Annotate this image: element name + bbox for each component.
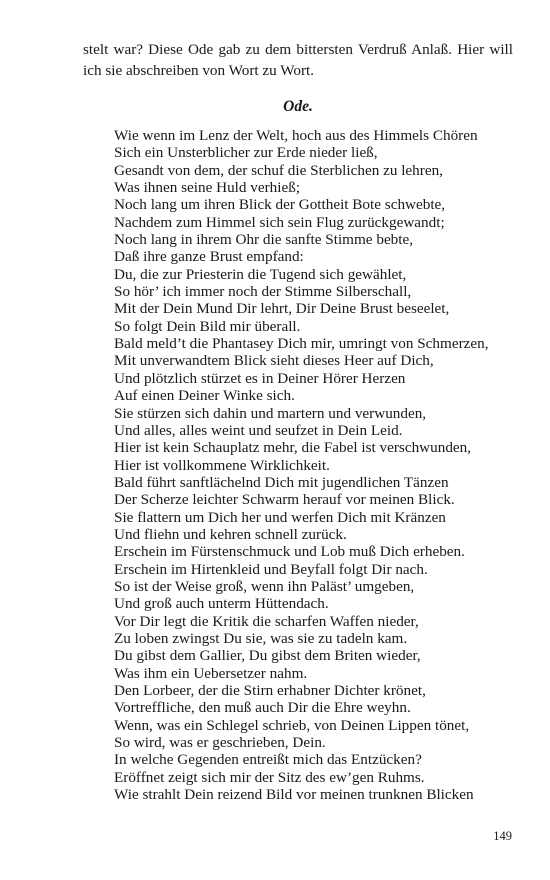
poem-line: Der Scherze leichter Schwarm herauf vor meinen Blick. — [114, 491, 455, 509]
poem-title: Ode. — [283, 98, 313, 115]
poem-line: Sich ein Unsterblicher zur Erde nieder ließ, — [114, 144, 378, 162]
poem-line: Zu loben zwingst Du sie, was sie zu tadeln kam. — [114, 629, 408, 647]
poem-line: Wie strahlt Dein reizend Bild vor meinen trunknen Blicken — [114, 786, 474, 804]
poem-line: Was ihnen seine Huld verhieß; — [114, 179, 301, 197]
poem-line: Gesandt von dem, der schuf die Sterblichen zu lehren, — [114, 161, 443, 179]
poem-line: Erschein im Fürstenschmuck und Lob muß Dich erheben. — [114, 543, 465, 561]
poem-line: So ist der Weise groß, wenn ihn Paläst’ umgeben, — [114, 577, 415, 595]
intro-line: ich sie abschreiben von Wort zu Wort. — [83, 61, 315, 79]
poem-line: Den Lorbeer, der die Stirn erhabner Dichter krönet, — [114, 682, 426, 699]
poem-line: Wenn, was ein Schlegel schrieb, von Deinen Lippen tönet, — [114, 716, 470, 734]
poem-line: Und fliehn und kehren schnell zurück. — [114, 525, 347, 543]
poem-line: Sie flattern um Dich her und werfen Dich mit Kränzen — [114, 508, 446, 526]
poem-line: Daß ihre ganze Brust empfand: — [114, 248, 304, 266]
poem-line: So hör’ ich immer noch der Stimme Silberschall, — [114, 283, 412, 301]
poem-line: Sie stürzen sich dahin und martern und verwunden, — [114, 404, 427, 422]
poem-line: Was ihm ein Uebersetzer nahm. — [114, 664, 308, 682]
poem-line: Noch lang in ihrem Ohr die sanfte Stimme bebte, — [114, 231, 414, 249]
poem-line: Auf einen Deiner Winke sich. — [114, 387, 295, 405]
poem-line: Bald meld’t die Phantasey Dich mir, umringt von Schmerzen, — [114, 335, 489, 353]
poem-line: Und plötzlich stürzet es in Deiner Hörer Herzen — [114, 369, 406, 387]
poem-line: Und groß auch unterm Hüttendach. — [114, 595, 329, 613]
page-number: 149 — [493, 829, 512, 843]
poem-line: So folgt Dein Bild mir überall. — [114, 317, 301, 335]
poem-line: Noch lang um ihren Blick der Gottheit Bote schwebte, — [114, 196, 446, 214]
poem-line: Vortreffliche, den muß auch Dir die Ehre weyhn. — [114, 699, 411, 717]
poem-line: Du, die zur Priesterin die Tugend sich gewählet, — [114, 265, 407, 283]
intro-line: stelt war? Diese Ode gab zu dem bittersten Verdruß Anlaß. Hier will — [83, 41, 513, 58]
poem-line: Wie wenn im Lenz der Welt, hoch aus des Himmels Chören — [114, 127, 478, 144]
poem-line: Mit der Dein Mund Dir lehrt, Dir Deine Brust beseelet, — [114, 300, 450, 318]
poem-line: In welche Gegenden entreißt mich das Entzücken? — [114, 751, 422, 769]
poem-line: Und alles, alles weint und seufzet in Dein Leid. — [114, 421, 403, 439]
poem-line: Erschein im Hirtenkleid und Beyfall folgt Dir nach. — [114, 560, 428, 578]
poem-body — [114, 127, 514, 803]
poem-line: Hier ist kein Schauplatz mehr, die Fabel ist verschwunden, — [114, 439, 472, 457]
poem-line: Du gibst dem Gallier, Du gibst dem Briten wieder, — [114, 647, 421, 665]
poem-line: Bald führt sanftlächelnd Dich mit jugendlichen Tänzen — [114, 473, 449, 491]
poem-line: Nachdem zum Himmel sich sein Flug zurückgewandt; — [114, 213, 445, 231]
poem-line: So wird, was er geschrieben, Dein. — [114, 734, 326, 752]
poem-line: Vor Dir legt die Kritik die scharfen Waffen nieder, — [114, 612, 419, 630]
poem-line: Eröffnet zeigt sich mir der Sitz des ew’gen Ruhms. — [114, 768, 425, 786]
poem-line: Hier ist vollkommene Wirklichkeit. — [114, 456, 330, 474]
poem-line: Mit unverwandtem Blick sieht dieses Heer auf Dich, — [114, 352, 434, 370]
intro-paragraph — [83, 40, 513, 81]
